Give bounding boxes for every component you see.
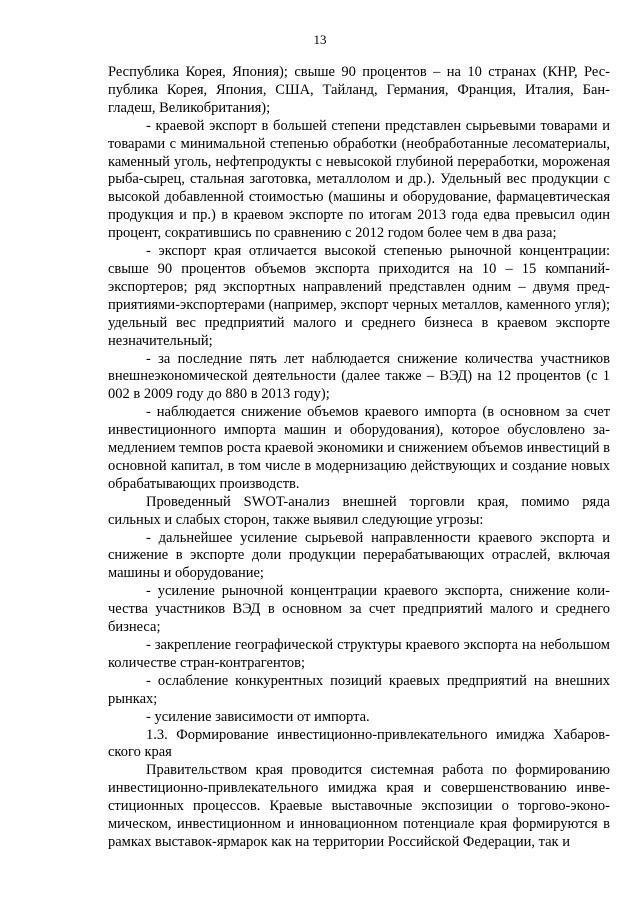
paragraph-swot-intro: Проведенный SWOT-анализ внешней торговли края, помимо ряда сильных и слабых сторон, также выявил следующие угрозы: — [108, 493, 610, 528]
paragraph-threat-competitiveness: - ослабление конкурентных позиций краевых предприятий на внешних рынках; — [108, 672, 610, 707]
paragraph-continuation: Республика Корея, Япония); свыше 90 процентов – на 10 странах (КНР, Республика Корея, Япония, США, Тайланд, Германия, Франция, Италия, Бангладеш, Великобритания); — [108, 64, 610, 116]
paragraph-threat-raw-orientation: - дальнейшее усиление сырьевой направленности краевого экспорта и снижение в экспорте доли продукции перерабатывающих отраслей, включая машины и оборудование; — [108, 529, 610, 582]
paragraph-ved-participants: - за последние пять лет наблюдается снижение количества участников внешнеэкономической деятельности (далее также – ВЭД) на 12 процентов (с 1 002 в 2009 году до 880 в 2013 году); — [108, 350, 610, 403]
paragraph-export-raw-materials: - краевой экспорт в большей степени представлен сырьевыми товарами и товарами с минимальной степенью обработки (необработанные лесоматериалы, каменный уголь, нефтепродукты с невысокой глубиной переработки, мороженая рыба-сырец, стальная заготовка, металлолом и др.). Удельный вес продукции с высокой добавленной стоимостью (машины и оборудование, фармацевтическая продукция и пр.) в краевом экспорте по итогам 2013 года едва превысил один процент, сократившись по сравнению с 2012 годом более чем в два раза; — [108, 117, 610, 242]
paragraph-import-decline: - наблюдается снижение объемов краевого импорта (в основном за счет инвестиционного импорта машин и оборудования), которое обусловлено замедлением темпов роста краевой экономики и снижением объемов инвестиций в основной капитал, в том числе в модернизацию действующих и создание новых обрабатывающих производств. — [108, 404, 610, 492]
section-heading: 1.3. Формирование инвестиционно-привлекательного имиджа Хабаровского края — [108, 726, 610, 761]
paragraph-image-work: Правительством края проводится системная работа по формированию инвестиционно-привлекательного имиджа края и совершенствованию инвестиционных процессов. Краевые выставочные экспозиции о торгово-экономическом, инвестиционном и инновационном потенциале края формируются в рамках выставок-ярмарок как на территории Российской Федерации, так и — [108, 762, 610, 850]
paragraph-threat-market-concentration: - усиление рыночной концентрации краевого экспорта, снижение количества участников ВЭД в основном за счет предприятий малого и среднего бизнеса; — [108, 583, 610, 636]
document-body — [108, 64, 610, 852]
paragraph-threat-geography: - закрепление географической структуры краевого экспорта на небольшом количестве стран-контрагентов; — [108, 637, 610, 671]
paragraph-threat-import-dependence: - усиление зависимости от импорта. — [146, 708, 370, 725]
page-number: 13 — [313, 32, 327, 47]
paragraph-export-concentration: - экспорт края отличается высокой степенью рыночной концентрации: свыше 90 процентов объемов экспорта приходится на 10 – 15 компаний-экспортеров; ряд экспортных направлений представлен одним – двумя предприятиями-экспортерами (например, экспорт черных металлов, каменного угля); удельный вес предприятий малого и среднего бизнеса в краевом экспорте незначительный; — [108, 243, 610, 349]
